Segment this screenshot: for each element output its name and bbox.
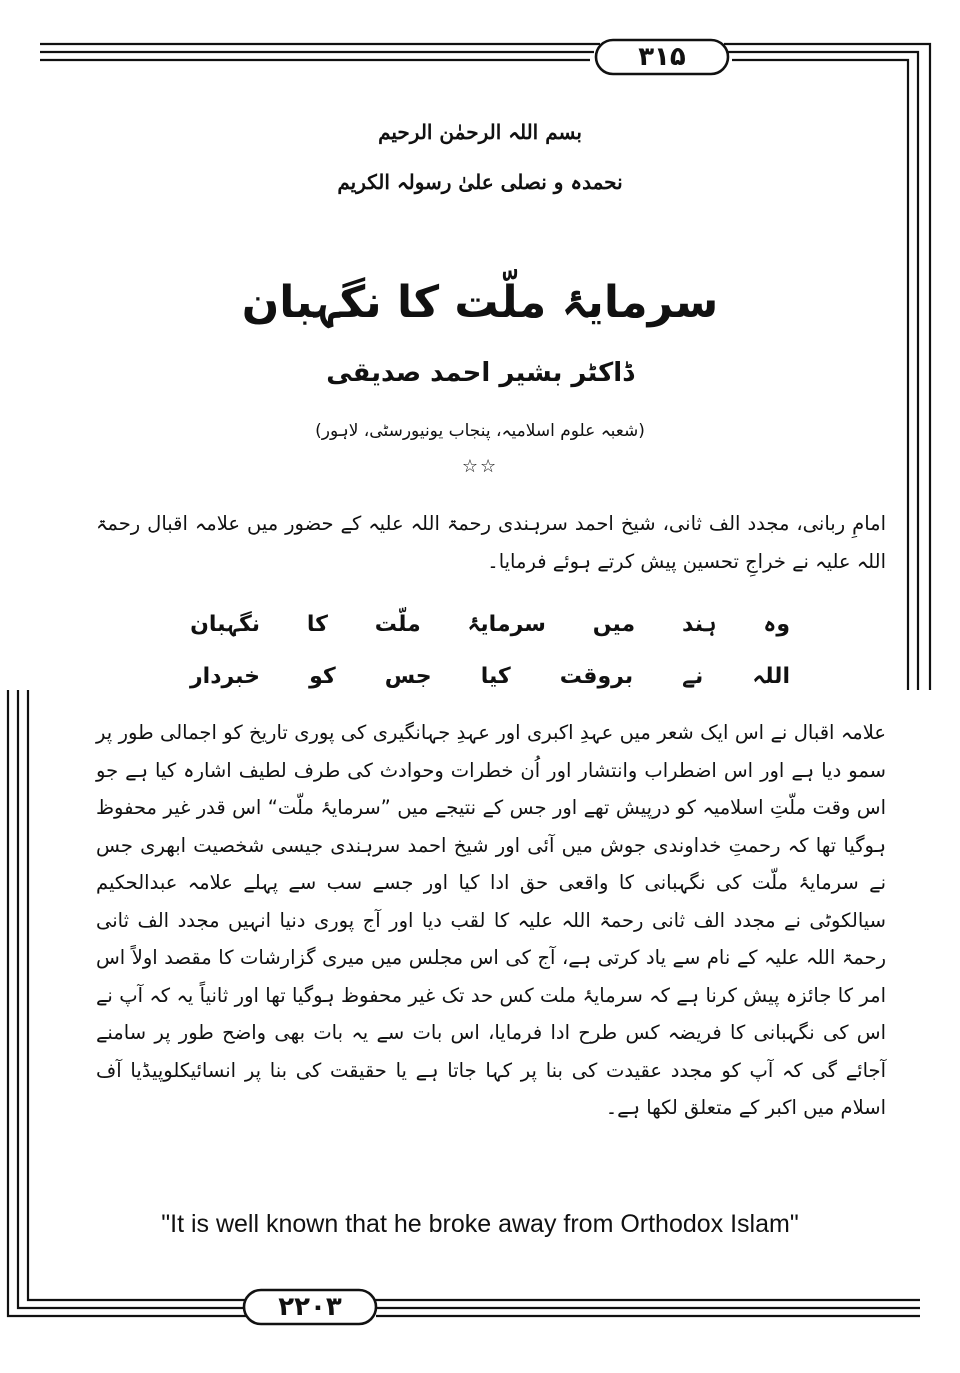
top-page-number: ۳۱۵	[638, 42, 686, 72]
verse-word: کیا	[480, 664, 511, 689]
intro-paragraph: امامِ ربانی، مجدد الف ثانی، شیخ احمد سرہندی رحمۃ اللہ علیہ کے حضور میں علامہ اقبال رحمۃ اللہ علیہ نے خراجِ تحسین پیش کرتے ہوئے فرمایا۔	[96, 512, 886, 573]
verse-word: خبردار	[190, 664, 261, 689]
body-paragraph: علامہ اقبال نے اس ایک شعر میں عہدِ اکبری اور عہدِ جہانگیری کی پوری تاریخ کو اجمالی طور پر سمو دیا ہے اور اس اضطراب وانتشار اور اُن خطرات وحوادث کی طرف لطیف اشارہ کیا ہے جو اس وقت ملّتِ اسلامیہ کو درپیش تھے اور جس کے نتیجے میں ”سرمایۂ ملّت“ اس قدر غیر محفوظ ہوگیا تھا کہ رحمتِ خداوندی جوش میں آئی اور شیخ احمد سرہندی جیسی شخصیت ابھری جس نے سرمایۂ ملّت کی نگہبانی کا واقعی حق ادا کیا اور جسے سب سے پہلے علامہ عبدالحکیم سیالکوٹی نے مجدد الف ثانی رحمۃ اللہ علیہ کا لقب دیا اور آج پوری دنیا انہیں مجدد الف ثانی رحمۃ اللہ علیہ کے نام سے یاد کرتی ہے، آج کی اس مجلس میں میری گزارشات کا مقصد اولاً اس امر کا جائزہ پیش کرنا ہے کہ سرمایۂ ملت کس حد تک غیر محفوظ ہوگیا تھا اور ثانیاً یہ کہ آپ نے اس کی نگہبانی کا فریضہ کس طرح ادا فرمایا، اس بات سے یہ بات بھی واضح طور پر سامنے آجائے گی کہ آپ کو مجدد عقیدت کی بنا پر کہا جاتا ہے یا حقیقت کی بنا پر انسائیکلوپیڈیا آف اسلام میں اکبر کے متعلق لکھا ہے۔	[96, 721, 886, 1119]
verse-word: کو	[309, 664, 336, 689]
verse-word: بروقت	[559, 664, 634, 689]
verse-word: نگہبان	[190, 612, 261, 637]
verse-word: ملّت	[374, 612, 421, 637]
english-quote: "It is well known that he broke away from Orthodox Islam"	[161, 1210, 799, 1238]
verse-word: اللہ	[752, 664, 790, 689]
verse-word: میں	[592, 612, 636, 637]
salutation-heading: نحمدہ و نصلی علیٰ رسولہ الکریم	[337, 170, 623, 194]
bismillah-heading: بسم اللہ الرحمٰن الرحیم	[378, 120, 582, 144]
verse-line-1	[190, 612, 790, 637]
verse-word: کا	[306, 612, 328, 637]
verse-word: ہند	[681, 612, 717, 637]
verse-word: سرمایۂ	[467, 612, 546, 637]
verse-word: جس	[384, 664, 432, 689]
verse-line-2	[190, 664, 790, 689]
verse-word: نے	[682, 664, 704, 689]
section-divider-stars: ☆☆	[461, 456, 499, 477]
article-title: سرمایۂ ملّت کا نگہبان	[241, 277, 719, 328]
bottom-page-number: ۲۲۰۳	[278, 1292, 342, 1322]
author-affiliation: (شعبہ علوم اسلامیہ، پنجاب یونیورسٹی، لاہور)	[315, 421, 645, 441]
verse-word: وہ	[763, 612, 790, 637]
author-name: ڈاکٹر بشیر احمد صدیقی	[326, 358, 634, 388]
